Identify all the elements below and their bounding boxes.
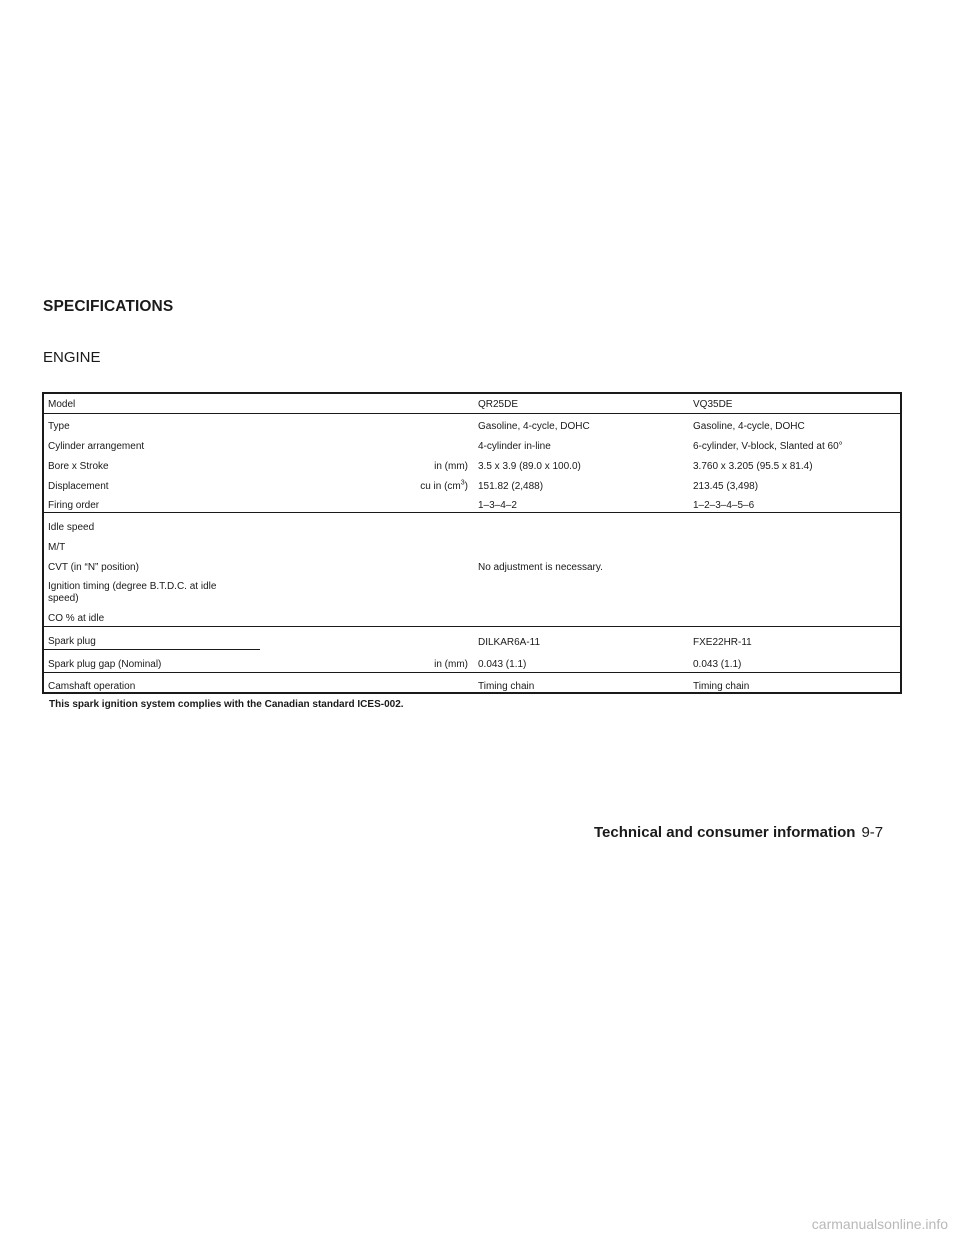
spark-plug-label: Spark plug	[48, 636, 96, 647]
row-col1: 3.5 x 3.9 (89.0 x 100.0)	[478, 461, 581, 472]
header-col1: QR25DE	[478, 399, 519, 410]
camshaft-label: Camshaft operation	[48, 681, 136, 692]
spark-plug-col1: DILKAR6A-11	[478, 637, 541, 648]
row-col2: 213.45 (3,498)	[693, 481, 759, 492]
row-col1: 1–3–4–2	[478, 500, 517, 511]
watermark: carmanualsonline.info	[811, 1216, 948, 1232]
row-col1: Gasoline, 4-cycle, DOHC	[478, 421, 590, 432]
spark-plug-col2: FXE22HR-11	[693, 637, 752, 648]
spark-plug-gap-col1: 0.043 (1.1)	[478, 659, 527, 670]
row-unit: cu in $(cm^3)$	[420, 479, 468, 492]
divider	[44, 413, 900, 414]
cvt-label: CVT (in “N” position)	[48, 562, 139, 573]
mt-label: M/T	[48, 542, 66, 553]
row-label: Type	[48, 421, 70, 432]
spark-plug-gap-label: Spark plug gap (Nominal)	[48, 659, 162, 670]
co-label: CO % at idle	[48, 613, 105, 624]
subsection-title: ENGINE	[43, 349, 101, 366]
spark-plug-gap-col2: 0.043 (1.1)	[693, 659, 742, 670]
header-col2: VQ35DE	[693, 399, 733, 410]
divider	[44, 626, 900, 627]
row-col2: 3.760 x 3.205 (95.5 x 81.4)	[693, 461, 813, 472]
camshaft-col1: Timing chain	[478, 681, 535, 692]
row-unit: in (mm)	[434, 659, 468, 670]
row-label: Bore x Stroke	[48, 461, 109, 472]
footer-section-title: Technical and consumer information	[594, 824, 856, 841]
divider	[44, 512, 900, 513]
row-col2: Gasoline, 4-cycle, DOHC	[693, 421, 805, 432]
row-col2: 6-cylinder, V-block, Slanted at 60°	[693, 441, 843, 452]
row-col1: 151.82 (2,488)	[478, 481, 544, 492]
divider	[44, 672, 900, 673]
no-adjustment-value: No adjustment is necessary.	[478, 562, 603, 573]
section-title: SPECIFICATIONS	[43, 298, 174, 315]
page-number: 9-7	[861, 824, 884, 841]
row-label: Firing order	[48, 500, 100, 511]
row-unit: in (mm)	[434, 461, 468, 472]
row-col2: 1–2–3–4–5–6	[693, 500, 755, 511]
idle-speed-label: Idle speed	[48, 522, 95, 533]
ignition-timing-label: Ignition timing (degree B.T.D.C. at idle speed)	[48, 581, 217, 604]
ices-compliance-note: This spark ignition system complies with the Canadian standard ICES-002.	[49, 699, 404, 710]
row-label: Displacement	[48, 481, 109, 492]
page-footer	[594, 824, 883, 842]
row-col1: 4-cylinder in-line	[478, 441, 551, 452]
engine-spec-table	[42, 392, 902, 694]
divider	[44, 649, 260, 650]
camshaft-col2: Timing chain	[693, 681, 750, 692]
row-label: Cylinder arrangement	[48, 441, 145, 452]
header-model-label: Model	[48, 399, 76, 410]
